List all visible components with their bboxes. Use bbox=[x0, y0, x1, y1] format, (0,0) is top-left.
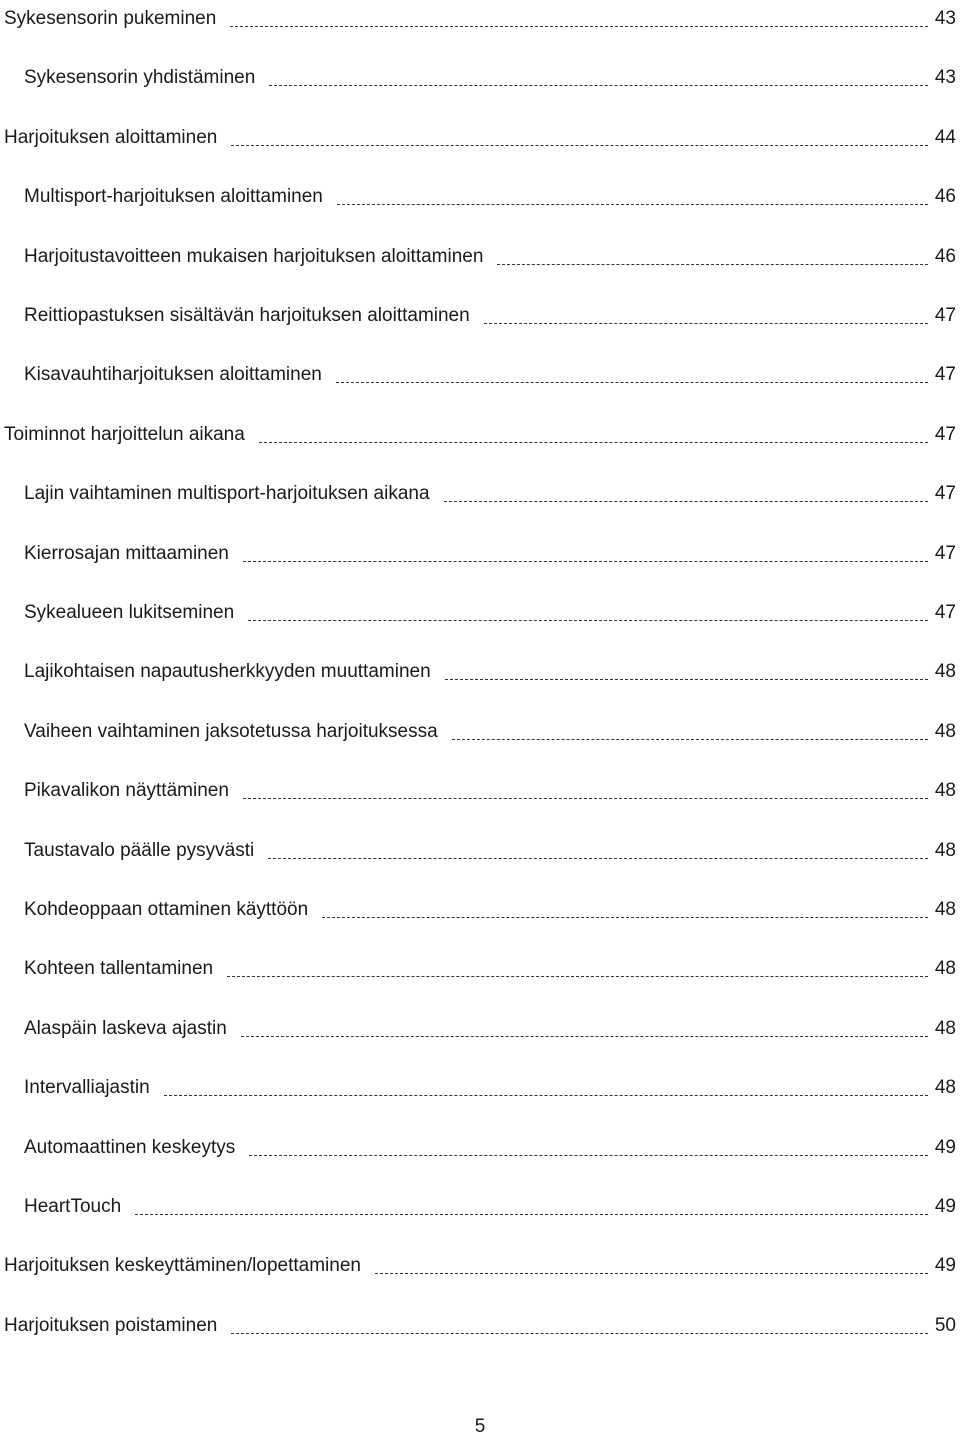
toc-dot-leader bbox=[249, 1155, 928, 1156]
toc-entry-title: Kisavauhtiharjoituksen aloittaminen bbox=[24, 364, 322, 386]
toc-entry-title: Toiminnot harjoittelun aikana bbox=[4, 423, 245, 445]
toc-entry-page: 47 bbox=[934, 602, 956, 623]
toc-entry[interactable] bbox=[4, 0, 956, 30]
toc-dot-leader bbox=[243, 561, 928, 562]
page-number: 5 bbox=[474, 1416, 486, 1437]
toc-entry-page: 47 bbox=[934, 305, 956, 326]
toc-entry-page: 43 bbox=[934, 67, 956, 89]
toc-entry-page: 48 bbox=[934, 899, 956, 920]
toc-dot-leader bbox=[322, 917, 928, 918]
toc-dot-leader bbox=[164, 1095, 928, 1096]
toc-dot-leader bbox=[375, 1273, 928, 1274]
toc-entry-title: Intervalliajastin bbox=[24, 1077, 150, 1099]
toc-entry[interactable] bbox=[24, 356, 956, 386]
toc-entry[interactable] bbox=[24, 1069, 956, 1099]
toc-entry[interactable] bbox=[24, 178, 956, 208]
toc-entry[interactable] bbox=[24, 594, 956, 624]
toc-entry-title: Sykealueen lukitseminen bbox=[24, 602, 235, 623]
toc-entry[interactable] bbox=[24, 297, 956, 327]
toc-entry-page: 48 bbox=[934, 780, 956, 802]
toc-entry-page: 46 bbox=[934, 186, 956, 208]
toc-entry-title: Harjoituksen aloittaminen bbox=[4, 126, 218, 148]
toc-entry-title: Multisport-harjoituksen aloittaminen bbox=[24, 186, 323, 208]
toc-entry-page: 49 bbox=[934, 1136, 956, 1158]
toc-dot-leader bbox=[269, 85, 928, 86]
toc-dot-leader bbox=[231, 145, 928, 146]
toc-entry-page: 48 bbox=[934, 1017, 956, 1039]
toc-entry-title: Kierrosajan mittaaminen bbox=[24, 542, 229, 564]
toc-dot-leader bbox=[484, 323, 928, 324]
toc-entry[interactable] bbox=[24, 713, 956, 743]
toc-entry-page: 48 bbox=[934, 839, 956, 861]
toc-entry[interactable] bbox=[24, 950, 956, 980]
toc-entry-title: Kohteen tallentaminen bbox=[24, 958, 214, 980]
toc-entry-page: 47 bbox=[934, 364, 956, 386]
toc-entry-page: 49 bbox=[934, 1255, 956, 1277]
toc-entry[interactable] bbox=[24, 891, 956, 921]
toc-entry[interactable] bbox=[24, 1010, 956, 1040]
toc-entry-title: Vaiheen vaihtaminen jaksotetussa harjoituksessa bbox=[24, 720, 438, 742]
toc-dot-leader bbox=[259, 442, 928, 443]
toc-entry-title: Harjoituksen poistaminen bbox=[4, 1314, 218, 1336]
toc-entry[interactable] bbox=[24, 1129, 956, 1159]
toc-dot-leader bbox=[241, 1036, 928, 1037]
toc-entry[interactable] bbox=[24, 1188, 956, 1218]
toc-entry-title: Lajin vaihtaminen multisport-harjoituksen aikana bbox=[24, 483, 430, 505]
toc-dot-leader bbox=[243, 798, 928, 799]
toc-entry-title: Kohdeoppaan ottaminen käyttöön bbox=[24, 899, 309, 920]
toc-dot-leader bbox=[268, 858, 928, 859]
toc-dot-leader bbox=[336, 382, 928, 383]
toc-entry[interactable] bbox=[4, 416, 956, 446]
toc-entry-title: Taustavalo päälle pysyvästi bbox=[24, 839, 255, 861]
toc-entry-page: 43 bbox=[934, 8, 956, 29]
toc-entry-title: Alaspäin laskeva ajastin bbox=[24, 1017, 227, 1039]
toc-entry-page: 47 bbox=[934, 542, 956, 564]
toc-entry-page: 49 bbox=[934, 1196, 956, 1217]
toc-entry-page: 46 bbox=[934, 245, 956, 267]
toc-entry[interactable] bbox=[24, 653, 956, 683]
toc-entry[interactable] bbox=[24, 535, 956, 565]
toc-entry-title: Automaattinen keskeytys bbox=[24, 1136, 236, 1158]
toc-entry[interactable] bbox=[24, 832, 956, 862]
toc-entry-title: Harjoitustavoitteen mukaisen harjoituksen aloittaminen bbox=[24, 245, 484, 267]
toc-dot-leader bbox=[497, 264, 928, 265]
toc-dot-leader bbox=[231, 1333, 928, 1334]
toc-dot-leader bbox=[445, 679, 928, 680]
toc-entry[interactable] bbox=[24, 238, 956, 268]
toc-entry-title: Sykesensorin pukeminen bbox=[4, 8, 217, 29]
toc-dot-leader bbox=[248, 620, 928, 621]
toc-entry[interactable] bbox=[24, 475, 956, 505]
toc-entry[interactable] bbox=[24, 772, 956, 802]
toc-dot-leader bbox=[337, 204, 928, 205]
toc-entry-title: HeartTouch bbox=[24, 1196, 122, 1217]
toc-entry-title: Harjoituksen keskeyttäminen/lopettaminen bbox=[4, 1255, 361, 1277]
toc-dot-leader bbox=[444, 501, 928, 502]
toc-entry-title: Pikavalikon näyttäminen bbox=[24, 780, 229, 802]
toc-entry-title: Lajikohtaisen napautusherkkyyden muuttaminen bbox=[24, 661, 431, 683]
toc-entry[interactable] bbox=[4, 1247, 956, 1277]
toc-entry-page: 50 bbox=[934, 1314, 956, 1336]
toc-entry-page: 48 bbox=[934, 1077, 956, 1099]
toc-entry-page: 48 bbox=[934, 661, 956, 683]
toc-entry-page: 44 bbox=[934, 126, 956, 148]
toc-dot-leader bbox=[227, 976, 928, 977]
toc-dot-leader bbox=[452, 739, 928, 740]
toc-entry-title: Reittiopastuksen sisältävän harjoituksen aloittaminen bbox=[24, 305, 470, 326]
toc-entry[interactable] bbox=[4, 119, 956, 149]
toc-entry[interactable] bbox=[4, 1307, 956, 1337]
toc-entry-page: 47 bbox=[934, 423, 956, 445]
toc-entry-page: 48 bbox=[934, 958, 956, 980]
toc-entry[interactable] bbox=[24, 59, 956, 89]
toc-dot-leader bbox=[135, 1214, 928, 1215]
toc-entry-page: 48 bbox=[934, 720, 956, 742]
toc-entry-title: Sykesensorin yhdistäminen bbox=[24, 67, 256, 89]
toc-dot-leader bbox=[230, 26, 928, 27]
toc-entry-page: 47 bbox=[934, 483, 956, 505]
